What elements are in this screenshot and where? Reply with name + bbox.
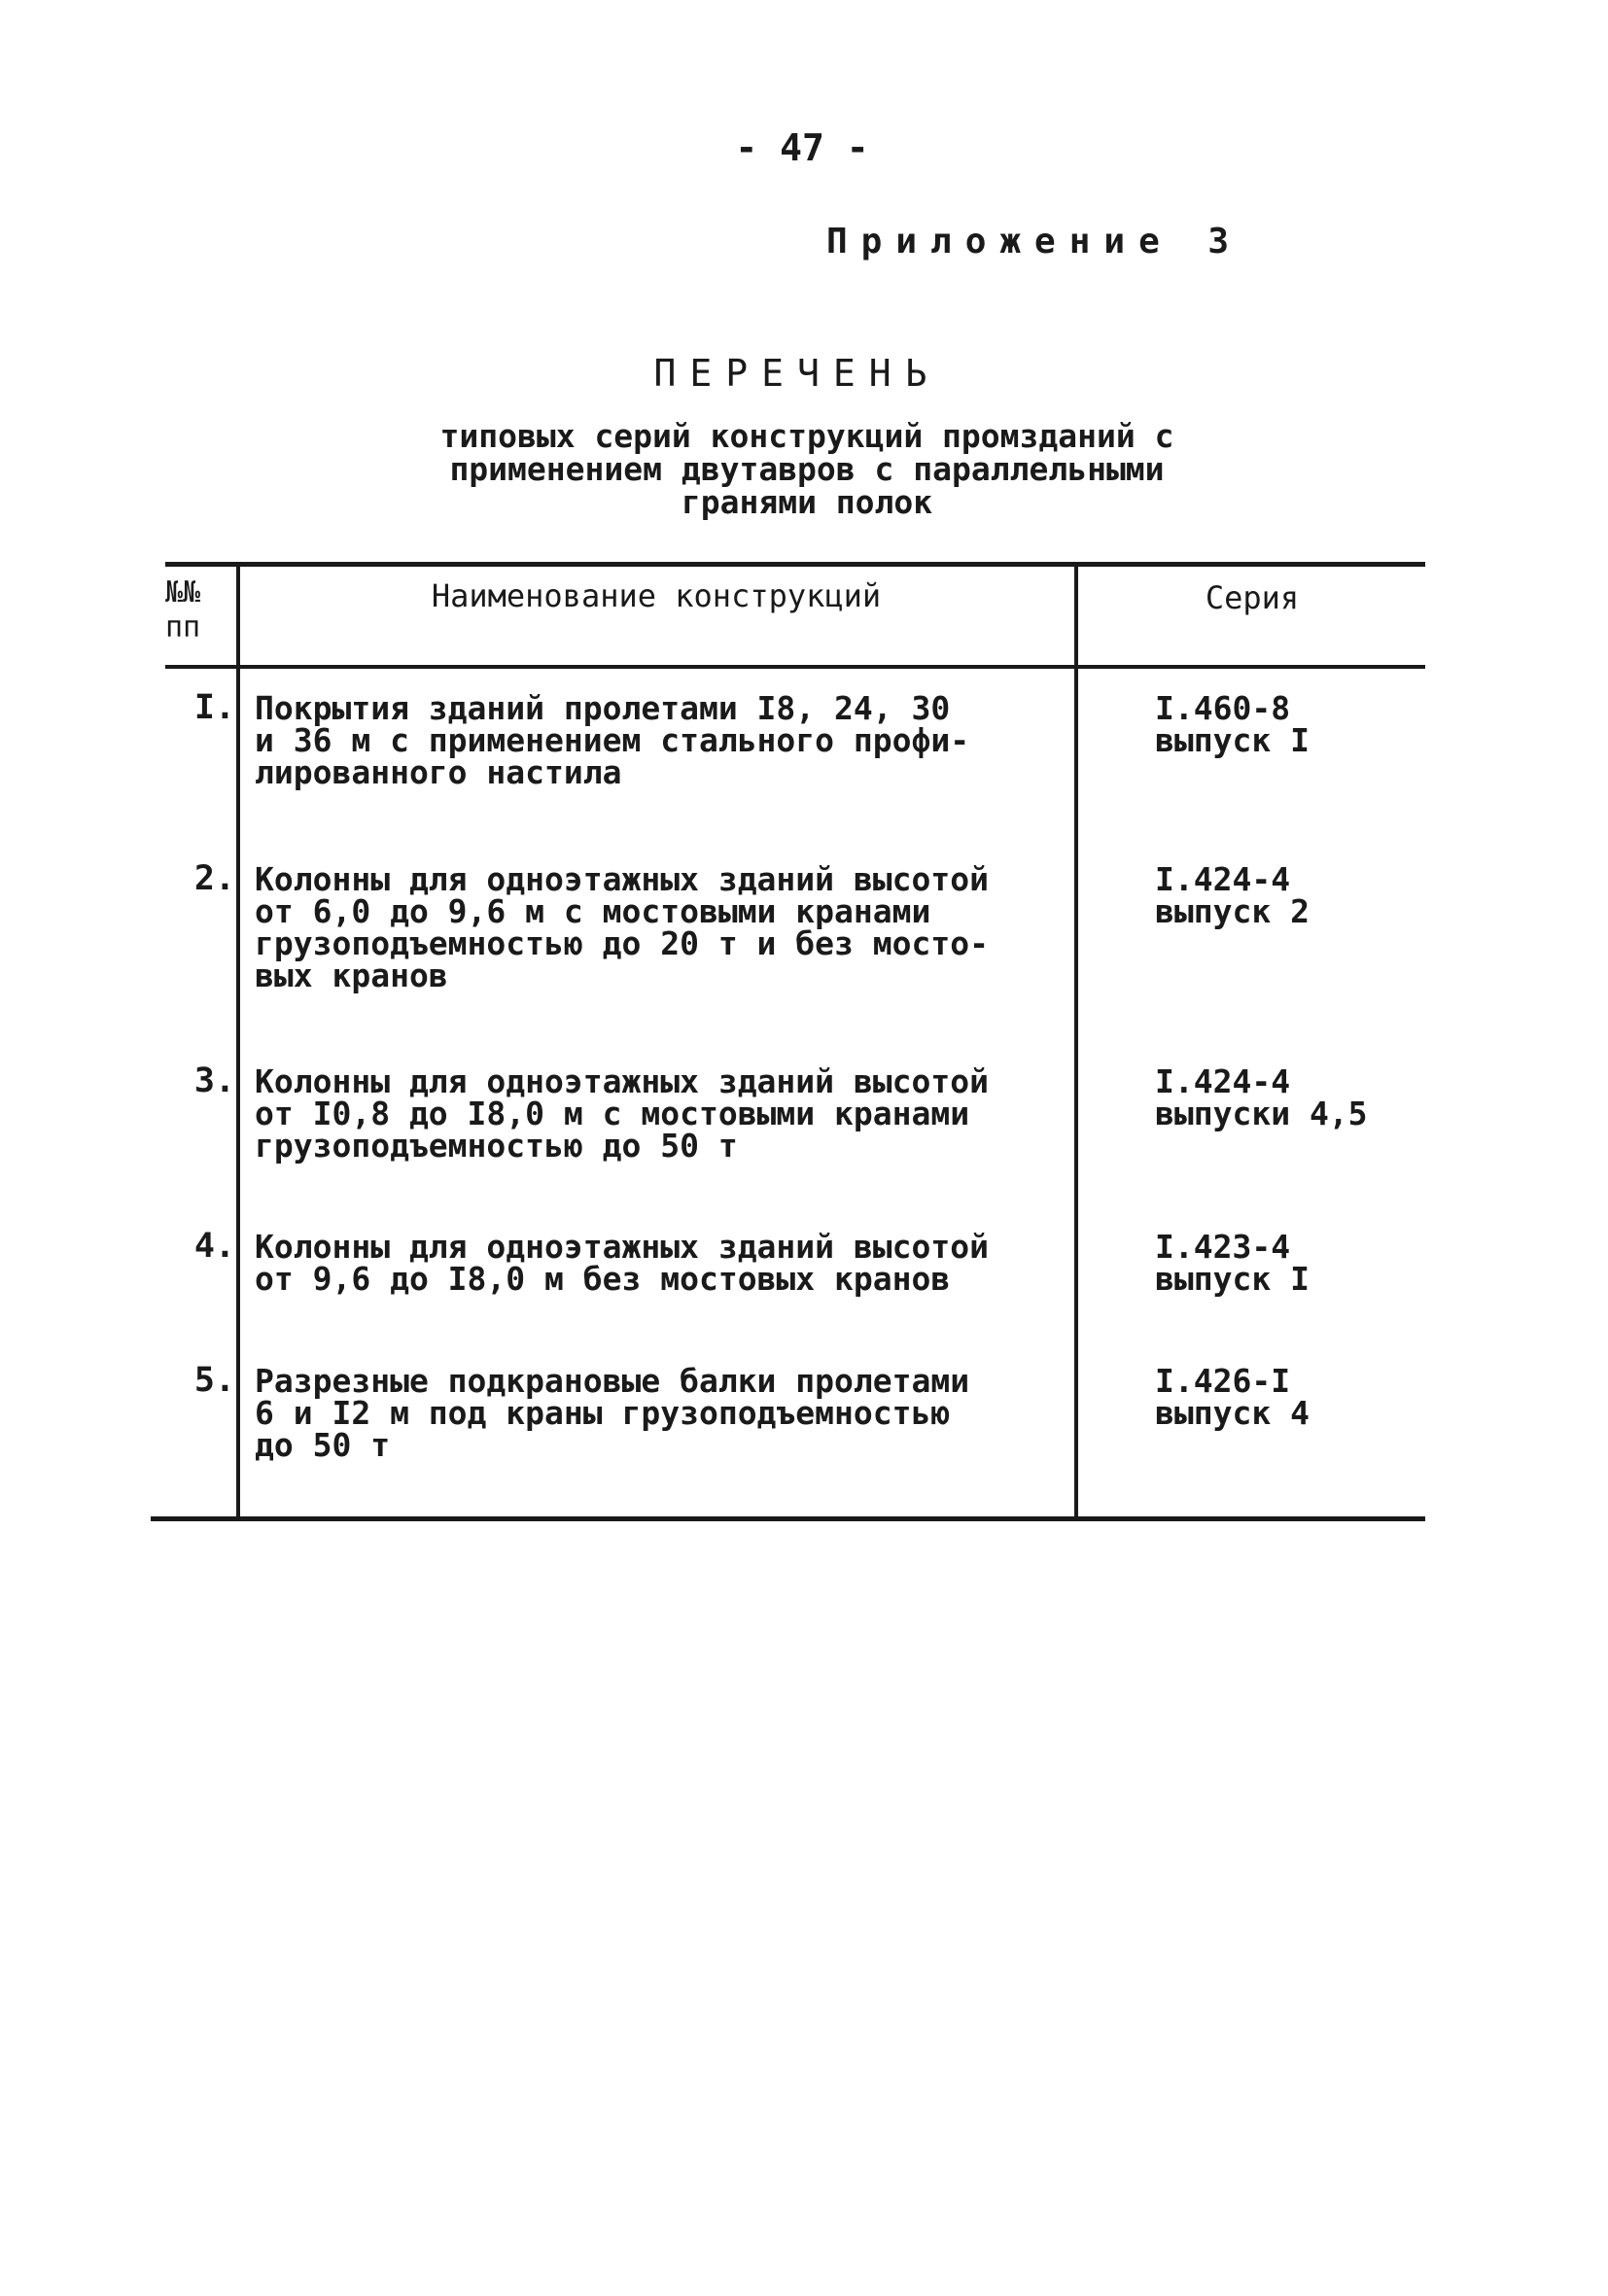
table-header-rule [165, 665, 1425, 669]
row-series: I.423-4 выпуск I [1155, 1228, 1310, 1298]
row-series: I.460-8 выпуск I [1155, 689, 1310, 759]
row-series: I.426-I выпуск 4 [1155, 1362, 1310, 1432]
document-title: ПЕРЕЧЕНЬ [653, 352, 941, 395]
header-name: Наименование конструкций [431, 577, 882, 614]
table-top-rule [165, 562, 1425, 567]
row-series: I.424-4 выпуск 2 [1155, 860, 1310, 930]
row-number: 2. [193, 859, 235, 898]
row-description: Колонны для одноэтажных зданий высотой от 6,0 до 9,6 м с мостовыми кранами грузоподъемностью до 20 т и без мосто- вых кранов [255, 860, 989, 994]
row-description: Колонны для одноэтажных зданий высотой от 9,6 до I8,0 м без мостовых кранов [255, 1228, 989, 1298]
row-number: 4. [193, 1227, 235, 1266]
row-number: 5. [193, 1361, 235, 1400]
header-series: Серия [1205, 579, 1300, 616]
table-column-divider [1074, 564, 1078, 1518]
appendix-label: Приложение 3 [826, 222, 1243, 261]
document-subtitle: типовых серий конструкций промзданий с применением двутавров с параллельными гранями полок [439, 417, 1174, 521]
table-column-divider [236, 564, 240, 1518]
row-description: Покрытия зданий пролетами I8, 24, 30 и 36 м с применением стального профи- лированного настила [255, 689, 970, 791]
row-number: 3. [193, 1061, 235, 1100]
header-number: №№ пп [165, 575, 201, 644]
table-bottom-rule [151, 1516, 1425, 1521]
page-number: - 47 - [735, 126, 869, 169]
row-description: Разрезные подкрановые балки пролетами 6 и I2 м под краны грузоподъемностью до 50 т [255, 1362, 970, 1464]
row-description: Колонны для одноэтажных зданий высотой от I0,8 до I8,0 м с мостовыми кранами грузоподъемностью до 50 т [255, 1062, 989, 1165]
row-number: I. [193, 688, 235, 727]
row-series: I.424-4 выпуски 4,5 [1155, 1062, 1368, 1132]
